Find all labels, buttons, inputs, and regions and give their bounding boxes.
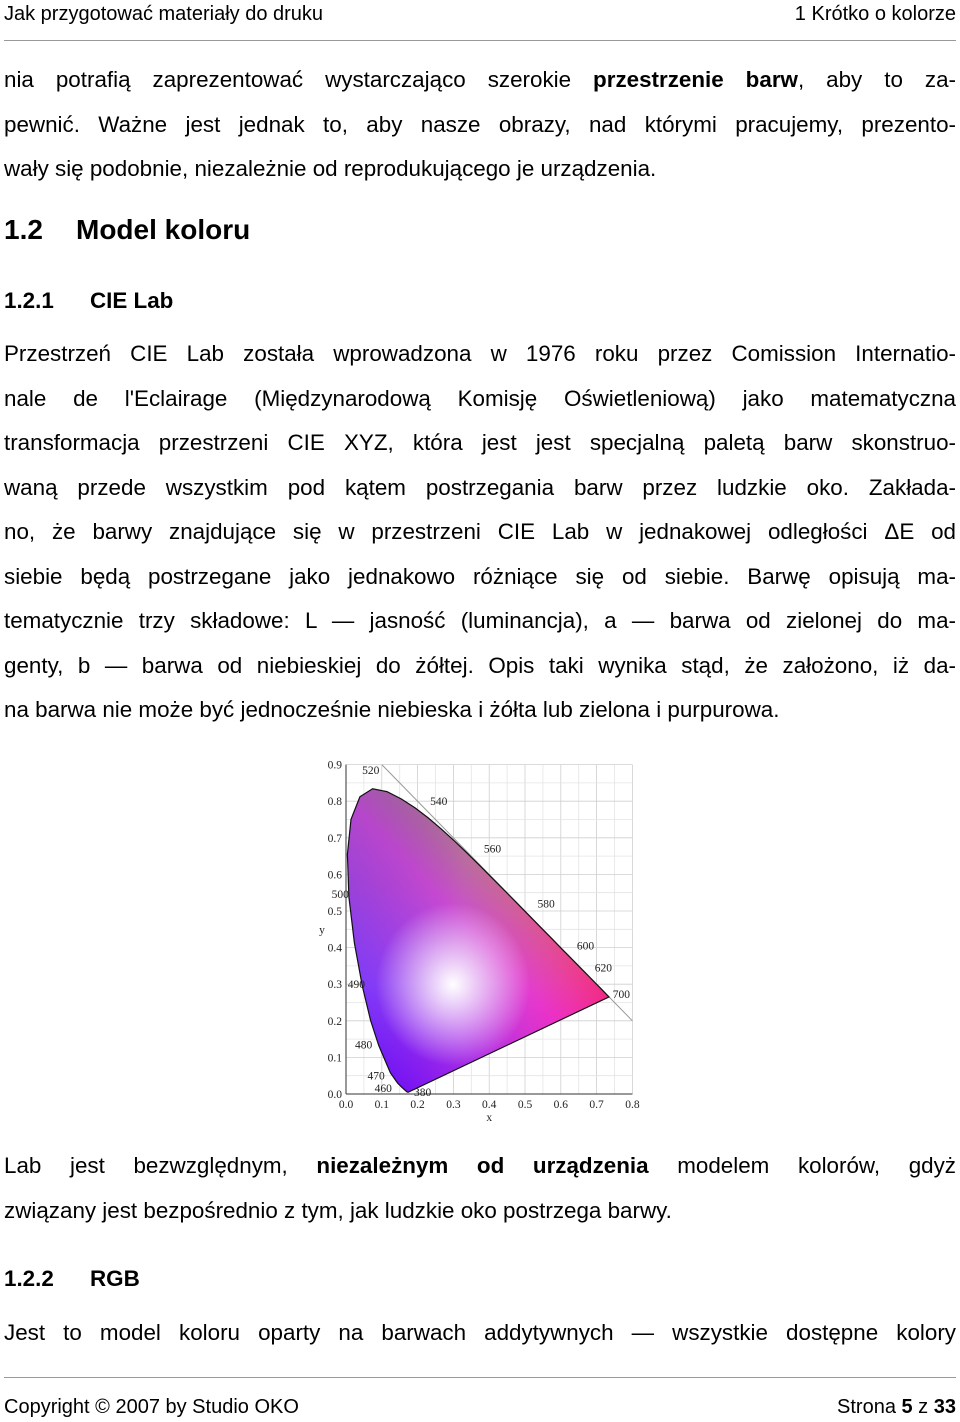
paragraph-line: genty, b — barwa od niebieskiej do żółtej. Opis taki wynika stąd, że założono, iż da- [4,652,956,678]
subsection-number: 1.2.1 [4,288,54,313]
wavelength-label: 460 [374,1083,392,1096]
intro-emphasis: przestrzenie barw [593,67,798,92]
section-heading [4,214,250,246]
paragraph-line: związany jest bezpośrednio z tym, jak ludzkie oko postrzega barwy. [4,1197,672,1223]
intro-line-2: pewnić. Ważne jest jednak to, aby nasze obrazy, nad którymi pracujemy, prezento- [4,111,956,137]
intro-paragraph [4,58,956,192]
subsection-heading-cie-lab [4,288,173,314]
wavelength-label: 500 [331,889,349,902]
paragraph-text: Lab jest bezwzględnym, [4,1153,317,1178]
paragraph-line [4,1144,956,1189]
y-tick-label: 0.7 [327,832,342,845]
wavelength-label: 600 [576,940,595,953]
x-tick-label: 0.6 [553,1099,568,1111]
y-tick-label: 0.5 [327,906,342,918]
wavelength-label: 620 [594,962,613,975]
paragraph-line: no, że barwy znajdujące się w przestrzeni CIE Lab w jednakowej odległości ΔE od [4,519,956,544]
cie-lab-paragraph [4,332,956,733]
paragraph-emphasis: niezależnym od urządzenia [316,1153,649,1178]
subsection-heading-rgb [4,1266,140,1292]
x-tick-label: 0.7 [589,1099,604,1111]
wavelength-label: 560 [483,843,502,856]
x-tick-label: 0.8 [625,1099,640,1111]
wavelength-label: 480 [354,1039,373,1052]
total-pages: 33 [933,1396,956,1418]
page-footer [4,1377,956,1422]
subsection-title: CIE Lab [90,288,174,313]
footer-page-number [837,1396,956,1419]
section-number: 1.2 [4,214,43,245]
current-page: 5 [901,1396,913,1418]
x-tick-label: 0.2 [410,1099,425,1111]
wavelength-label: 540 [430,795,448,808]
paragraph-line: na barwa nie może być jednocześnie niebieska i żółta lub zielona i purpurowa. [4,697,780,722]
header-document-title: Jak przygotować materiały do druku [4,3,324,25]
y-tick-label: 0.1 [327,1052,342,1065]
intro-text: nia potrafią zaprezentować wystarczająco szerokie [4,67,594,92]
wavelength-label: 490 [347,978,366,991]
paragraph-line: siebie będą postrzegane jako jednakowo różniące się od siebie. Barwę opisują ma- [4,563,956,589]
subsection-number: 1.2.2 [4,1266,54,1291]
paragraph-line: tematycznie trzy składowe: L — jasność (luminancja), a — barwa od zielonej do ma- [4,608,956,633]
paragraph-line: nale de l'Eclairage (Międzynarodową Komisję Oświetleniową) jako matematyczna [4,385,956,411]
rgb-paragraph [4,1311,956,1356]
wavelength-label: 470 [367,1070,385,1083]
gamut-fill [306,755,656,1125]
cie-chromaticity-diagram [306,755,656,1125]
y-tick-label: 0.9 [327,759,342,772]
x-tick-label: 0.4 [482,1099,497,1111]
x-tick-label: 0.1 [374,1099,389,1111]
footer-text: z [912,1396,934,1418]
intro-text: , aby to za- [797,67,956,92]
intro-line-3: wały się podobnie, niezależnie od reprodukującego je urządzenia. [4,156,657,181]
wavelength-label: 700 [612,989,630,1002]
paragraph-line: Przestrzeń CIE Lab została wprowadzona w 1976 roku przez Comission Internatio- [4,341,956,366]
lab-summary-paragraph [4,1144,956,1233]
y-tick-label: 0.2 [327,1015,342,1028]
intro-line-1 [4,58,956,103]
wavelength-label: 580 [537,898,555,911]
y-tick-label: 0.3 [327,979,342,992]
paragraph-line: Jest to model koloru oparty na barwach addytywnych — wszystkie dostępne kolory [4,1320,956,1345]
page-header [4,0,956,41]
footer-copyright: Copyright © 2007 by Studio OKO [4,1396,299,1418]
header-chapter-title: 1 Krótko o kolorze [794,3,956,25]
section-title: Model koloru [76,214,251,245]
subsection-title: RGB [90,1266,140,1291]
footer-text: Strona [837,1396,902,1418]
x-tick-label: 0.5 [517,1099,533,1111]
paragraph-text: modelem kolorów, gdyż [648,1153,956,1178]
y-tick-label: 0.0 [327,1089,342,1101]
x-axis-label: x [486,1112,493,1124]
x-tick-label: 0.0 [338,1099,354,1111]
y-tick-label: 0.6 [327,869,342,882]
x-tick-label: 0.3 [446,1099,461,1111]
paragraph-line: transformacja przestrzeni CIE XYZ, która jest jest specjalną paletą barw skonstruo- [4,430,956,455]
y-tick-label: 0.4 [327,942,342,955]
paragraph-line: waną przede wszystkim pod kątem postrzegania barw przez ludzkie oko. Zakłada- [4,474,956,500]
wavelength-label: 520 [362,764,380,777]
chromaticity-svg [306,755,656,1125]
y-axis-label: y [319,924,325,937]
y-tick-label: 0.8 [327,796,342,809]
wavelength-label: 380 [414,1086,432,1099]
